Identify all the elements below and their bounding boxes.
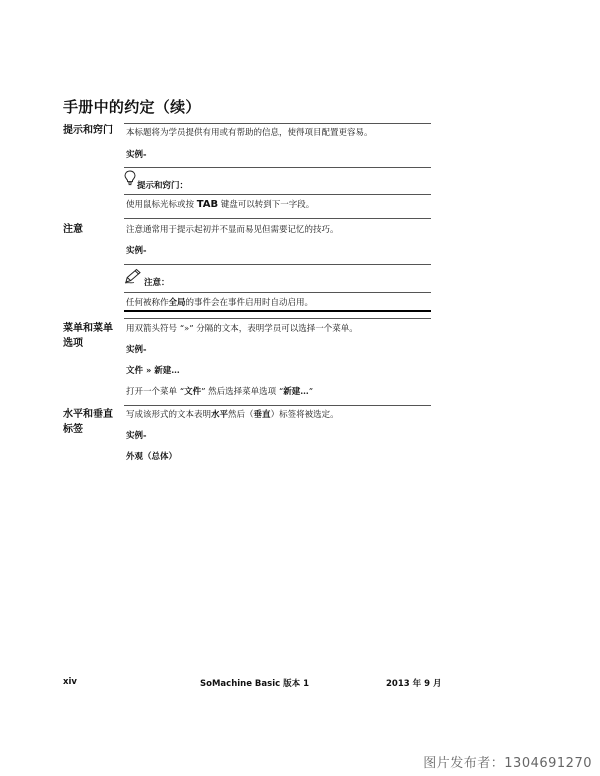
section-description: 用双箭头符号 “»” 分隔的文本，表明学员可以选择一个菜单。: [126, 324, 358, 334]
section-label-tips: 提示和窍门: [63, 125, 113, 136]
section-label-menu: [63, 321, 113, 351]
note-text-after: 的事件会在事件启用时自动启用。: [185, 298, 314, 308]
note-box-text: [126, 297, 313, 309]
tab-key: TAB: [196, 199, 219, 210]
menu-expl-part: ” 然后选择菜单选项 “: [201, 387, 284, 397]
pencil-icon: [124, 268, 142, 284]
footer-date: 2013 年 9 月: [386, 679, 442, 689]
section-description: [126, 409, 339, 421]
menu-path-example: 文件 » 新建…: [126, 366, 180, 376]
example-label: 实例-: [126, 345, 147, 355]
lightbulb-icon: [124, 170, 136, 186]
menu-expl-part: ”: [308, 387, 314, 397]
example-label: 实例-: [126, 431, 147, 441]
tabs-desc-vertical: 垂直: [253, 410, 271, 420]
section-description: 本标题将为学员提供有用或有帮助的信息，使得项目配置更容易。: [126, 128, 373, 138]
section-label-line: 选项: [63, 338, 83, 349]
menu-expl-new: 新建…: [283, 387, 309, 397]
watermark: 图片发布者：1304691270: [423, 756, 592, 771]
menu-explanation: [126, 386, 313, 398]
tip-text-after: 键盘可以转到下一字段。: [218, 200, 315, 210]
section-description: 注意通常用于提示起初并不显而易见但需要记忆的技巧。: [126, 225, 339, 235]
page-title: 手册中的约定（续）: [63, 98, 201, 116]
example-label: 实例-: [126, 246, 147, 256]
section-label-line: 水平和垂直: [63, 409, 113, 420]
divider: [124, 318, 431, 319]
tip-box-text: [126, 199, 314, 211]
divider: [124, 405, 431, 406]
menu-expl-part: 打开一个菜单 “: [126, 387, 185, 397]
section-label-note: 注意: [63, 224, 83, 235]
note-text-global: 全局: [168, 298, 186, 308]
footer-page-number: xiv: [63, 677, 77, 687]
divider: [124, 292, 431, 293]
divider: [124, 264, 431, 265]
divider: [124, 167, 431, 168]
tabs-example-value: 外观（总体）: [126, 452, 178, 462]
divider: [124, 310, 431, 312]
tip-text-before: 使用鼠标光标或按: [126, 200, 197, 210]
section-label-tabs: [63, 407, 113, 437]
footer-product: SoMachine Basic 版本 1: [200, 679, 309, 689]
note-text-before: 任何被称作: [126, 298, 169, 308]
tabs-desc-horizontal: 水平: [211, 410, 229, 420]
tip-box-heading: 提示和窍门：: [137, 181, 189, 191]
tabs-desc-part: ）标签将被选定。: [270, 410, 339, 420]
section-label-line: 菜单和菜单: [63, 323, 113, 334]
example-label: 实例-: [126, 150, 147, 160]
note-box-heading: 注意：: [144, 278, 170, 288]
divider: [124, 123, 431, 124]
divider: [124, 194, 431, 195]
tabs-desc-part: 写成该形式的文本表明: [126, 410, 212, 420]
section-label-line: 标签: [63, 424, 83, 435]
divider: [124, 218, 431, 219]
menu-expl-file: 文件: [184, 387, 202, 397]
tabs-desc-part: 然后（: [228, 410, 254, 420]
